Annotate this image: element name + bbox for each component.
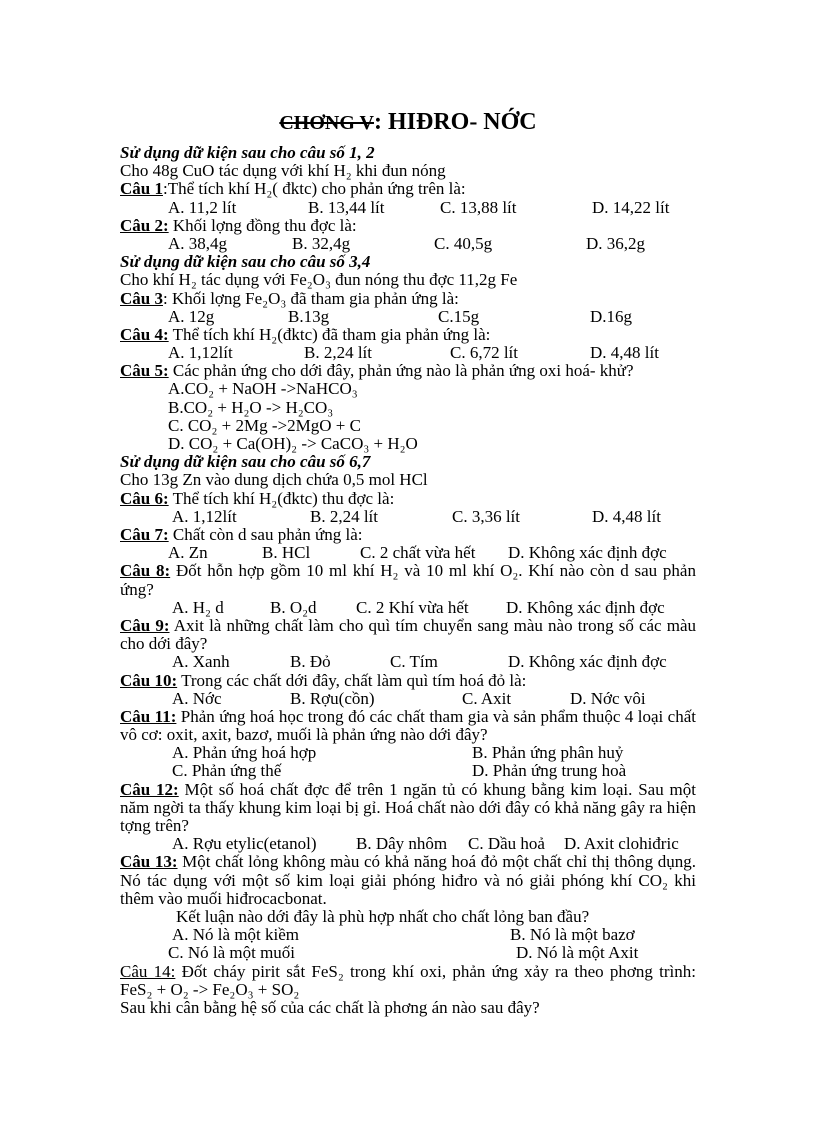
question-14-prompt: Sau khi cân bằng hệ số của các chất là phơng án nào sau đây?: [120, 998, 540, 1018]
question-9: [120, 617, 696, 653]
question-13-prompt: Kết luận nào dới đây là phù hợp nhất cho chất lỏng ban đầu?: [176, 907, 590, 927]
option-c: C. 13,88 lít: [440, 197, 517, 217]
question-text: Thể tích khí H₂(đktc) đã tham gia phản ứng là:: [168, 324, 491, 344]
option-b: B.CO₂ + H₂O -> H₂CO₃: [168, 397, 334, 417]
question-label: Câu 13:: [120, 852, 178, 872]
option-a: A. Rợu etylic(etanol): [172, 834, 317, 854]
option-a: A. H₂ d: [172, 597, 224, 617]
answer-options: [120, 944, 696, 962]
question-5: [120, 362, 696, 380]
option-d: D. 4,48 lít: [590, 343, 659, 363]
question-text: Chất còn d sau phản ứng là:: [168, 524, 363, 544]
option-a: A. 11,2 lít: [168, 197, 237, 217]
option-d: D. Phản ứng trung hoà: [472, 761, 627, 781]
answer-options: [120, 835, 696, 853]
option-b: B. HCl: [262, 543, 311, 563]
option-b: B. 2,24 lít: [304, 343, 373, 363]
question-4: [120, 326, 696, 344]
question-label: Câu 10:: [120, 670, 178, 690]
option-c: C. 2 Khí vừa hết: [356, 597, 469, 617]
question-text: Axit là những chất làm cho quì tím chuyển sang màu nào trong số các màu cho dới đây?: [120, 615, 696, 654]
answer-options: [120, 690, 696, 708]
option-b: B. Đỏ: [290, 652, 331, 672]
option-a: A. 12g: [168, 306, 215, 326]
option-a: A. 1,12lít: [168, 343, 233, 363]
option-b: B. 2,24 lít: [310, 506, 379, 526]
question-6: [120, 490, 696, 508]
answer-options: [120, 308, 696, 326]
question-text: Khối lợng đồng thu đợc là:: [168, 215, 357, 235]
option-a: A. Phản ứng hoá hợp: [172, 743, 317, 763]
option-b: B. Nó là một bazơ: [510, 925, 635, 945]
option-c: C. CO₂ + 2Mg ->2MgO + C: [168, 415, 361, 435]
option-c: C. Tím: [390, 652, 438, 672]
question-text: Một số hoá chất đợc để trên 1 ngăn tủ có khung bằng kim loại. Sau một năm ngời ta thấy khung kim loại bị gỉ. Hoá chất nào dới đây có khả năng gây ra hiện tợng trên?: [120, 779, 696, 836]
question-text: Trong các chất dới đây, chất làm quì tím hoá đỏ là:: [177, 670, 527, 690]
option-d: D. 36,2g: [586, 233, 646, 253]
question-text: Đốt hỗn hợp gồm 10 ml khí H₂ và 10 ml khí O₂. Khí nào còn d sau phản ứng?: [120, 561, 696, 599]
question-label: Câu 5:: [120, 361, 169, 381]
question-7: [120, 526, 696, 544]
question-12: [120, 781, 696, 836]
question-label: Câu 12:: [120, 779, 179, 799]
option-b: B. Phản ứng phân huỷ: [472, 743, 624, 763]
question-text: :Thể tích khí H₂( đktc) cho phản ứng trên là:: [162, 179, 466, 199]
option-c: C. Axit: [462, 688, 512, 708]
question-1: [120, 180, 696, 198]
answer-options: [120, 926, 696, 944]
section-heading: Sử dụng dữ kiện sau cho câu số 1, 2: [120, 143, 375, 162]
option-d: D. CO₂ + Ca(OH)₂ -> CaCO₃ + H₂O: [168, 434, 418, 453]
question-label: Câu 14:: [120, 961, 176, 981]
answer-options: [120, 653, 696, 671]
answer-options: [120, 762, 696, 780]
option-c: C. Dầu hoả: [468, 834, 545, 854]
option-d: D. Nó là một Axit: [516, 943, 639, 963]
question-8: [120, 562, 696, 598]
option-b: B. Dây nhôm: [356, 834, 448, 854]
question-14: [120, 963, 696, 999]
answer-options: [120, 344, 696, 362]
option-b: B.13g: [288, 306, 330, 326]
option-c: C.15g: [438, 306, 480, 326]
question-list: [120, 144, 696, 1017]
option-d: D. Không xác định đợc: [506, 597, 665, 617]
option-b: B. Rợu(cồn): [290, 688, 375, 708]
chapter-title: [0, 108, 816, 137]
question-text: : Khối lợng Fe₂O₃ đã tham gia phản ứng là:: [162, 288, 459, 308]
option-d: D.16g: [590, 306, 633, 326]
question-label: Câu 2:: [120, 215, 169, 235]
option-d: D. Nớc vôi: [570, 688, 646, 708]
question-text: Thể tích khí H₂(đktc) thu đợc là:: [168, 488, 395, 508]
option-d: D. Không xác định đợc: [508, 543, 667, 563]
option-a: A. Xanh: [172, 652, 230, 672]
question-3: [120, 290, 696, 308]
intro-text: Cho khí H₂ tác dụng với Fe₂O₃ đun nóng thu đợc 11,2g Fe: [120, 270, 518, 290]
option-c: C. Nó là một muối: [168, 943, 296, 963]
question-11: [120, 708, 696, 744]
answer-options: [120, 744, 696, 762]
question-2: [120, 217, 696, 235]
question-label: Câu 6:: [120, 488, 169, 508]
question-label: Câu 11:: [120, 706, 177, 726]
option-a: A. 38,4g: [168, 233, 228, 253]
option-d: D. 4,48 lít: [592, 506, 661, 526]
question-label: Câu 9:: [120, 615, 170, 635]
option-c: C. 3,36 lít: [452, 506, 521, 526]
option-c: C. Phản ứng thế: [172, 761, 282, 781]
question-10: [120, 672, 696, 690]
option-c: C. 2 chất vừa hết: [360, 543, 476, 563]
intro-text: Cho 48g CuO tác dụng với khí H₂ khi đun nóng: [120, 161, 446, 181]
option-c: C. 40,5g: [434, 233, 493, 253]
section-heading: Sử dụng dữ kiện sau cho câu số 3,4: [120, 252, 371, 272]
answer-options: [120, 199, 696, 217]
question-label: Câu 1: [120, 179, 163, 199]
chapter-label: CHƠNG V: [279, 112, 374, 134]
option-b: B. O₂d: [270, 597, 317, 617]
option-c: C. 6,72 lít: [450, 343, 519, 363]
question-text: Một chất lỏng không màu có khả năng hoá đỏ một chất chỉ thị thông dụng. Nó tác dụng với một số kim loại giải phóng hiđro và nó giải phóng khí CO₂ khi thêm vào muối hiđrocacbonat.: [120, 852, 696, 908]
question-label: Câu 4:: [120, 324, 169, 344]
option-a: A. Nớc: [172, 688, 222, 708]
option-b: B. 32,4g: [292, 233, 351, 253]
question-label: Câu 7:: [120, 524, 169, 544]
option-b: B. 13,44 lít: [308, 197, 385, 217]
option-d: D. Không xác định đợc: [508, 652, 667, 672]
intro-text: Cho 13g Zn vào dung dịch chứa 0,5 mol HCl: [120, 470, 428, 490]
option-a: A.CO₂ + NaOH ->NaHCO₃: [168, 379, 358, 399]
question-text: Phản ứng hoá học trong đó các chất tham gia và sản phẩm thuộc 4 loại chất vô cơ: oxit, axit, bazơ, muối là phản ứng nào dới đây?: [120, 706, 696, 745]
answer-options: [120, 599, 696, 617]
option-a: A. Zn: [168, 543, 208, 563]
question-label: Câu 8:: [120, 561, 171, 581]
question-13: [120, 853, 696, 908]
question-text: Đốt cháy pirit sắt FeS₂ trong khí oxi, phản ứng xảy ra theo phơng trình: FeS₂ + O₂ -> Fe₂O₃ + SO₂: [120, 961, 696, 999]
option-a: A. 1,12lít: [172, 506, 237, 526]
answer-options: [120, 508, 696, 526]
option-d: D. Axit clohiđric: [564, 834, 679, 854]
answer-options: [120, 544, 696, 562]
answer-options: [120, 235, 696, 253]
section-heading: Sử dụng dữ kiện sau cho câu số 6,7: [120, 452, 371, 472]
question-label: Câu 3: [120, 288, 163, 308]
option-d: D. 14,22 lít: [592, 197, 670, 217]
question-text: Các phản ứng cho dới đây, phản ứng nào là phản ứng oxi hoá- khử?: [168, 361, 634, 381]
option-a: A. Nó là một kiềm: [172, 925, 300, 945]
chapter-name: : HIĐRO- NỚC: [373, 109, 537, 135]
